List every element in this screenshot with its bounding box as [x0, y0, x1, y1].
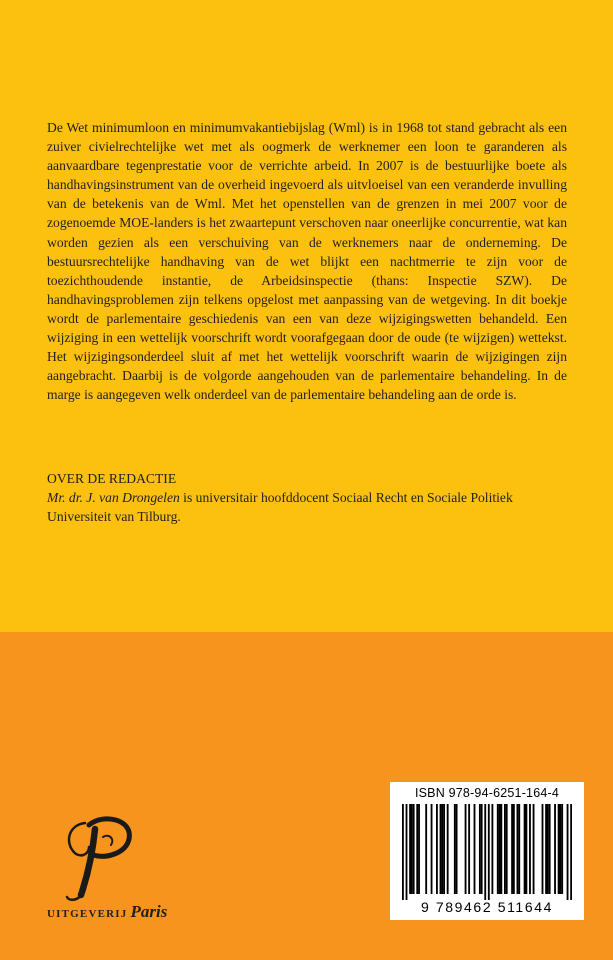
about-text — [47, 488, 567, 526]
barcode-bar — [525, 804, 527, 894]
barcode-bar — [497, 804, 499, 894]
barcode-bar — [484, 804, 486, 900]
barcode-bar — [513, 804, 515, 894]
barcode-bar — [558, 804, 560, 894]
editor-description: is universitair hoofddocent Sociaal Recht en Sociale Politiek Universiteit van Tilburg. — [47, 490, 513, 525]
barcode-bar — [545, 804, 547, 894]
publisher-name — [47, 902, 167, 922]
barcode-bar — [533, 804, 535, 894]
barcode-bar — [554, 804, 556, 894]
barcode-bar — [491, 804, 493, 894]
barcode-bar — [479, 804, 481, 894]
barcode-bar — [504, 804, 506, 894]
barcode-bar — [413, 804, 415, 894]
barcode-bar — [499, 804, 501, 894]
barcode-bar — [441, 804, 443, 894]
barcode-digits: 9 789462 511644 — [421, 899, 553, 915]
barcode-bar — [409, 804, 411, 894]
barcode-bar — [500, 804, 502, 894]
publisher-p-icon — [59, 815, 139, 903]
blurb-text: De Wet minimumloon en minimumvakantiebijslag (Wml) is in 1968 tot stand gebracht als een zuiver civielrechtelijke wet met als oogmerk de werknemer een loon te garanderen als aanvaardbare tegenprestatie voor de verrichte arbeid. In 2007 is de bestuurlijke boete als handhavingsinstrument van de overheid ingevoerd als uitvloeisel van een veranderde invulling van de betekenis van de Wml. Met het openstellen van de grenzen in mei 2007 voor de zogenoemde MOE-landers is het zwaartepunt verschoven naar oneerlijke concurrentie, wat kan worden gezien als een verschuiving van de werknemers naar de onderneming. De bestuursrechtelijke handhaving van de wet blijkt een nachtmerrie te zijn voor de toezichthoudende instantie, de Arbeidsinspectie (thans: Inspectie SZW). De handhavingsproblemen zijn telkens opgelost met aanpassing van de wetgeving. In dit boekje wordt de parlementaire geschiedenis van een van deze wijzigingswetten behandeld. Een wijziging in een wettelijk voorschrift wordt voorafgegaan door de oude (te wijzigen) wettekst. Het wijzigingsonderdeel sluit af met het wettelijk voorschrift waarin de wijzigingen zijn aangebracht. Daarbij is de volgorde aangehouden van de parlementaire behandeling. In de marge is aangegeven welk onderdeel van de parlementaire behandeling aan de orde is. — [47, 120, 567, 403]
publisher-name-part1: UITGEVERIJ — [47, 908, 128, 920]
isbn-barcode — [390, 782, 584, 920]
barcode-bar — [517, 804, 519, 894]
barcode-bar — [468, 804, 470, 894]
barcode-bar — [511, 804, 513, 894]
barcode-bar — [529, 804, 531, 894]
barcode-bar — [456, 804, 458, 894]
barcode-bar — [559, 804, 561, 894]
barcode-bar — [549, 804, 551, 894]
barcode-bar — [402, 804, 404, 900]
barcode-bar — [547, 804, 549, 894]
barcode-bar — [425, 804, 427, 894]
about-heading: OVER DE REDACTIE — [47, 471, 177, 486]
barcode-bar — [524, 804, 526, 894]
barcode-bar — [447, 804, 449, 894]
barcode-bar — [474, 804, 476, 894]
isbn-label: ISBN 978-94-6251-164-4 — [414, 786, 560, 800]
barcode-bar — [416, 804, 418, 894]
barcode-bar — [518, 804, 520, 894]
publisher-name-part2: Paris — [130, 902, 168, 921]
barcode-bar — [570, 804, 572, 900]
barcode-bar — [406, 804, 408, 900]
publisher-logo — [47, 815, 207, 925]
barcode-bar — [567, 804, 569, 900]
barcode-bar — [411, 804, 413, 894]
barcode-bar — [481, 804, 483, 894]
barcode-bar — [465, 804, 467, 894]
barcode-bar — [454, 804, 456, 894]
barcode-bar — [431, 804, 433, 894]
barcode-bar — [561, 804, 563, 894]
editor-name: Mr. dr. J. van Drongelen — [47, 490, 180, 505]
barcode-bar — [418, 804, 420, 894]
barcode-bar — [440, 804, 442, 894]
barcode-bar — [488, 804, 490, 900]
barcode-bar — [506, 804, 508, 894]
barcode-bar — [436, 804, 438, 894]
barcode-bar — [443, 804, 445, 894]
barcode-bar — [542, 804, 544, 894]
barcode-bars — [402, 804, 572, 900]
